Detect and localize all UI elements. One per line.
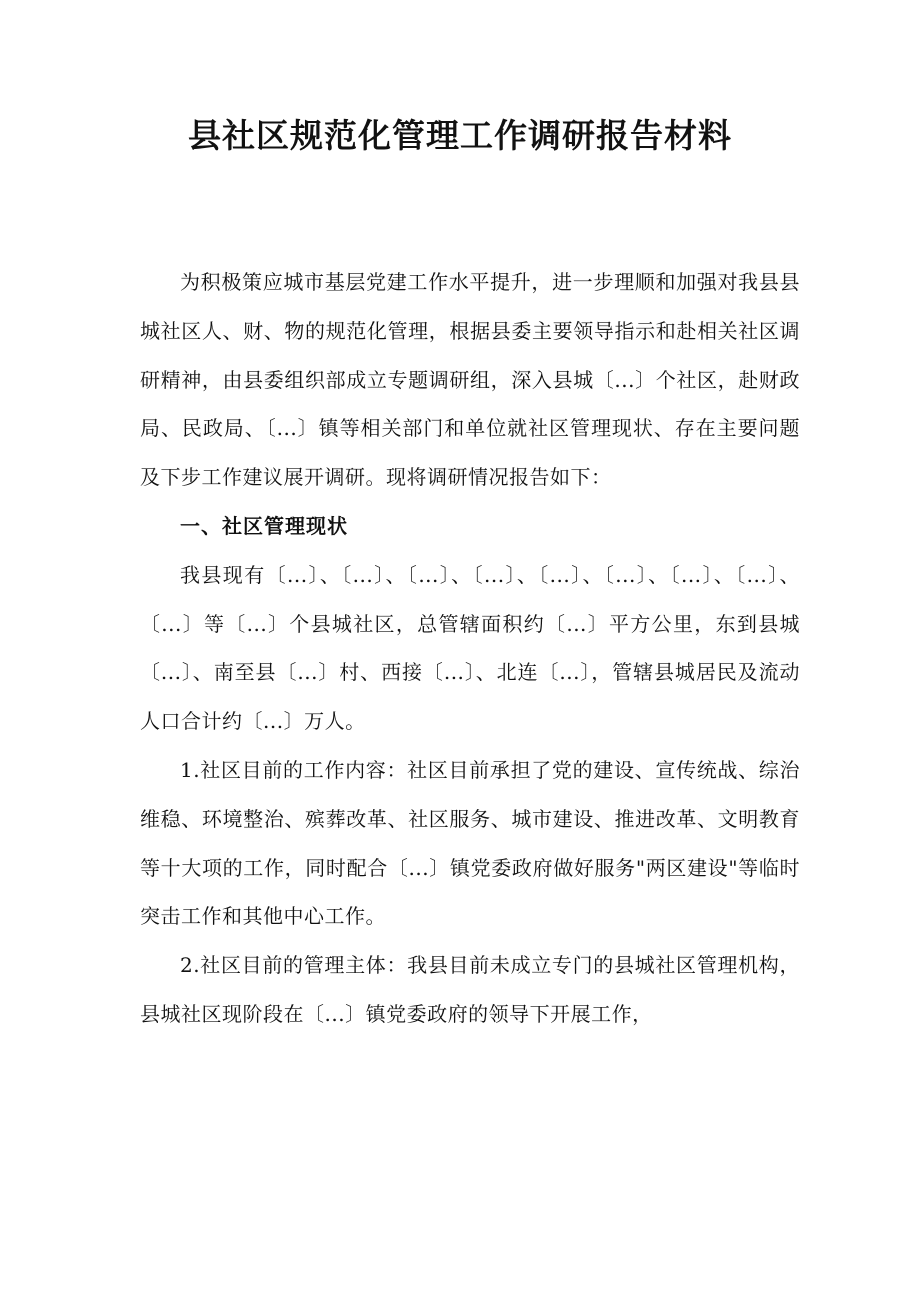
community-overview-paragraph: 我县现有〔...〕、〔...〕、〔...〕、〔...〕、〔...〕、〔...〕、〔...〕、〔...〕、〔...〕等〔...〕个县城社区，总管辖面积约〔...〕平方公里，东到县城〔...〕、南至县〔...〕村、西接〔...〕、北连〔...〕，管辖县城居民及流动人口合计约〔...〕万人。 [140,562,800,734]
section-heading-status: 一、社区管理现状 [180,513,348,538]
management-body-paragraph: 2.社区目前的管理主体：我县目前未成立专门的县城社区管理机构，县城社区现阶段在〔...〕镇党委政府的领导下开展工作， [140,953,800,1026]
document-title: 县社区规范化管理工作调研报告材料 [188,116,732,155]
intro-paragraph: 为积极策应城市基层党建工作水平提升，进一步理顺和加强对我县县城社区人、财、物的规范化管理，根据县委主要领导指示和赴相关社区调研精神，由县委组织部成立专题调研组，深入县城〔...〕个社区，赴财政局、民政局、〔...〕镇等相关部门和单位就社区管理现状、存在主要问题及下步工作建议展开调研。现将调研情况报告如下： [140,270,800,490]
document-body [140,258,800,1039]
work-content-paragraph: 1.社区目前的工作内容：社区目前承担了党的建设、宣传统战、综治维稳、环境整治、殡葬改革、社区服务、城市建设、推进改革、文明教育等十大项的工作，同时配合〔...〕镇党委政府做好服务"两区建设"等临时突击工作和其他中心工作。 [140,757,800,929]
